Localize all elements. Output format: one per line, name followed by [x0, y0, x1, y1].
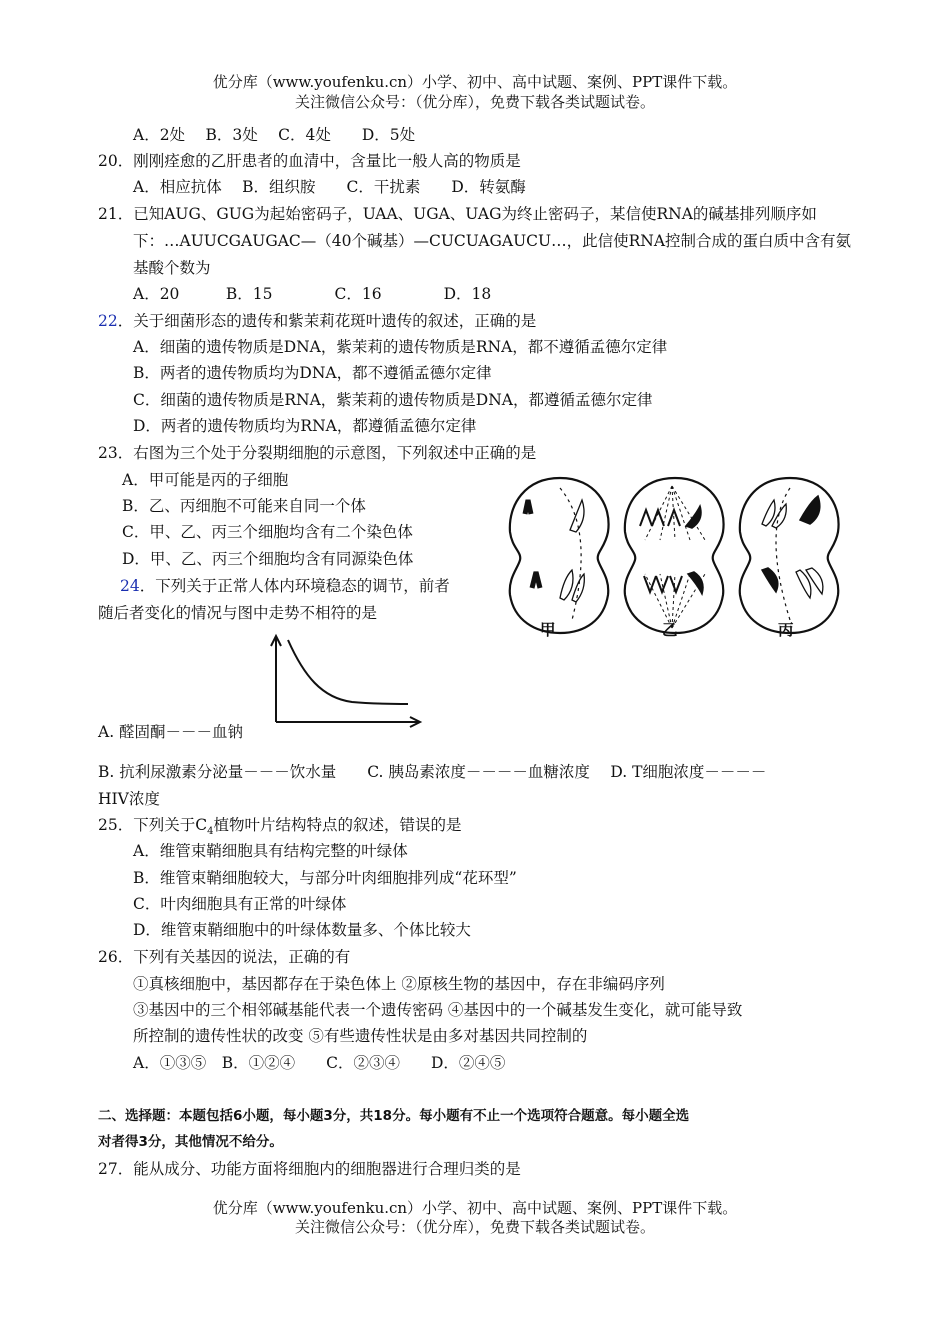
label-jia: 甲 — [540, 620, 556, 639]
q22-option-c: C．细菌的遗传物质是RNA，紫茉莉的遗传物质是DNA，都遵循孟德尔定律 — [133, 391, 653, 409]
q27-stem: 27．能从成分、功能方面将细胞内的细胞器进行合理归类的是 — [98, 1160, 521, 1178]
q26-statement-3: 所控制的遗传性状的改变 ⑤有些遗传性状是由多对基因共同控制的 — [133, 1027, 588, 1045]
footer-line-1: 优分库（www.youfenku.cn）小学、初中、高中试题、案例、PPT课件下载。 — [212, 1199, 738, 1217]
q23-stem: 23．右图为三个处于分裂期细胞的示意图，下列叙述中正确的是 — [98, 444, 537, 462]
q24-stem-1 — [120, 576, 450, 596]
q24-stem-2: 随后者变化的情况与图中走势不相符的是 — [98, 604, 378, 622]
header-line-2: 关注微信公众号：（优分库），免费下载各类试题试卷。 — [294, 93, 655, 111]
q23-option-d: D．甲、乙、丙三个细胞均含有同源染色体 — [122, 550, 414, 568]
q26-statement-2: ③基因中的三个相邻碱基能代表一个遗传密码 ④基因中的一个碱基发生变化，就可能导致 — [133, 1001, 743, 1019]
q20-options: A．相应抗体 B．组织胺 C．干扰素 D．转氨酶 — [133, 178, 526, 196]
q25-option-b: B．维管束鞘细胞较大，与部分叶肉细胞排列成“花环型” — [133, 869, 517, 887]
label-bing: 丙 — [778, 620, 794, 639]
q24-options-bcd: B. 抗利尿激素分泌量－－－饮水量 C. 胰岛素浓度－－－－血糖浓度 D. T细胞浓度－－－－ — [98, 763, 767, 781]
decay-curve-graph — [262, 632, 424, 728]
section2-title-2: 对者得3分，其他情况不给分。 — [98, 1134, 283, 1150]
q22-number: 22 — [98, 312, 118, 330]
section2-title: 二、选择题：本题包括6小题，每小题3分，共18分。每小题有不止一个选项符合题意。每小题全选 — [98, 1108, 690, 1124]
q25-option-c: C．叶肉细胞具有正常的叶绿体 — [133, 895, 347, 913]
q26-stem: 26．下列有关基因的说法，正确的有 — [98, 948, 351, 966]
q20-stem: 20．刚刚痊愈的乙肝患者的血清中，含量比一般人高的物质是 — [98, 152, 521, 170]
q26-statement-1: ①真核细胞中，基因都存在于染色体上 ②原核生物的基因中，存在非编码序列 — [133, 975, 665, 993]
q26-options: A．①③⑤ B．①②④ C．②③④ D．②④⑤ — [133, 1054, 506, 1072]
cell-bing — [740, 478, 839, 633]
cell-jia — [510, 478, 609, 633]
q25-option-a: A．维管束鞘细胞具有结构完整的叶绿体 — [133, 842, 408, 860]
q25-stem-pre: 25．下列关于C — [98, 816, 208, 834]
footer-line-2: 关注微信公众号：（优分库），免费下载各类试题试卷。 — [294, 1218, 655, 1236]
q21-stem-3: 基酸个数为 — [133, 259, 211, 277]
q24-option-a: A. 醛固酮－－－血钠 — [98, 723, 244, 741]
q21-stem-2: 下：…AUUCGAUGAC—（40个碱基）—CUCUAGAUCU…，此信使RNA控制合成的蛋白质中含有氨 — [133, 232, 852, 250]
q25-stem-post: 植物叶片结构特点的叙述，错误的是 — [213, 816, 462, 834]
q22-stem-text: ．关于细菌形态的遗传和紫茉莉花斑叶遗传的叙述，正确的是 — [117, 312, 537, 330]
q25-stem — [98, 815, 461, 842]
q23-option-b: B．乙、丙细胞不可能来自同一个体 — [122, 497, 366, 515]
q24-number: 24 — [120, 577, 140, 595]
q21-stem-1: 21．已知AUG、GUG为起始密码子，UAA、UGA、UAG为终止密码子，某信使RNA的碱基排列顺序如 — [98, 205, 817, 223]
q24-option-d-continued: HIV浓度 — [98, 790, 160, 808]
q22-option-b: B．两者的遗传物质均为DNA，都不遵循孟德尔定律 — [133, 364, 492, 382]
q23-option-a: A．甲可能是丙的子细胞 — [122, 471, 289, 489]
q19-options: A．2处 B．3处 C．4处 D．5处 — [133, 126, 416, 144]
cell-yi — [625, 478, 724, 633]
q22-option-a: A．细菌的遗传物质是DNA，紫茉莉的遗传物质是RNA，都不遵循孟德尔定律 — [133, 338, 668, 356]
q21-options: A．20 B．15 C．16 D．18 — [133, 285, 492, 303]
q23-option-c: C．甲、乙、丙三个细胞均含有二个染色体 — [122, 523, 413, 541]
header-line-1: 优分库（www.youfenku.cn）小学、初中、高中试题、案例、PPT课件下载。 — [212, 73, 738, 91]
q25-stem-subscript: 4 — [207, 826, 214, 838]
q25-option-d: D．维管束鞘细胞中的叶绿体数量多、个体比较大 — [133, 921, 471, 939]
label-yi: 乙 — [662, 620, 678, 639]
q22-stem — [98, 311, 536, 331]
q24-stem-text: ．下列关于正常人体内环境稳态的调节，前者 — [139, 577, 450, 595]
q22-option-d: D．两者的遗传物质均为RNA，都遵循孟德尔定律 — [133, 417, 477, 435]
